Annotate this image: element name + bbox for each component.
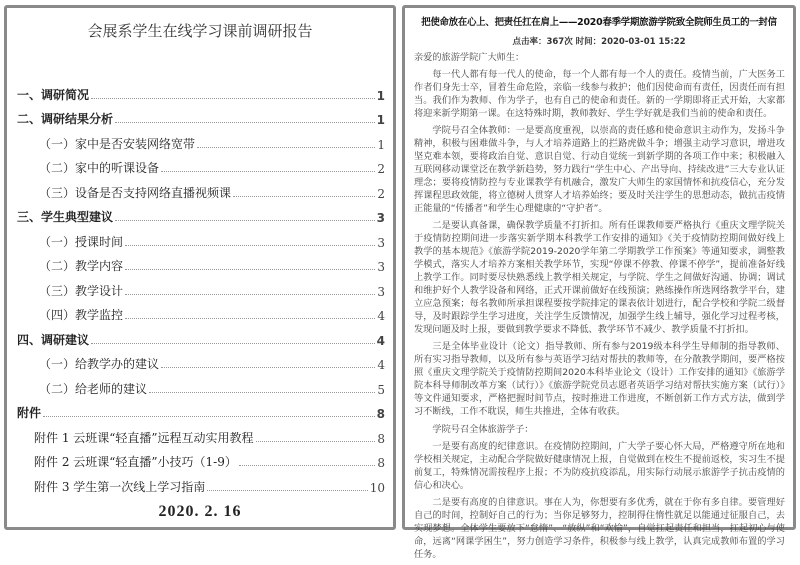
toc-page-number: 5: [377, 382, 385, 397]
toc-label: （一）给教学办的建议: [39, 357, 160, 371]
toc-leader-dots: [125, 269, 375, 270]
toc-page-number: 4: [376, 333, 385, 348]
toc-leader-dots: [207, 490, 367, 491]
toc-page-number: 3: [376, 211, 385, 225]
paragraph: 每一代人都有每一代人的使命，每一个人都有每一个人的责任。疫情当前，广大医务工作者们身先士卒，冒着生命危险，亲临一线参与救护；他们因使命而有责任，因责任而有担当。我们作为教师、作为学子，也有自己的使命和责任。新的一学期即将正式开始，大家都将迎来新学期第一课。在这特殊时期，教师教好、学生学好就是我们当前的使命和责任。: [414, 69, 785, 119]
toc-entry[interactable]: [17, 274, 385, 299]
toc-page-number: 1: [377, 137, 385, 152]
letter-page: [402, 5, 796, 560]
toc-page-number: 2: [377, 162, 385, 176]
toc-label: 四、调研建议: [17, 332, 90, 347]
toc-page-number: 10: [369, 480, 385, 495]
toc-leader-dots: [149, 392, 375, 393]
toc-entry[interactable]: [17, 446, 385, 471]
toc-label: 一、调研简况: [17, 87, 90, 102]
toc-entry[interactable]: [17, 201, 385, 226]
toc-label: 二、调研结果分析: [17, 112, 114, 126]
toc-page-number: 2: [377, 186, 385, 201]
toc-entry[interactable]: [17, 78, 385, 103]
toc-leader-dots: [43, 416, 375, 417]
toc-leader-dots: [233, 196, 375, 197]
toc-entry[interactable]: [17, 225, 385, 250]
toc-leader-dots: [125, 245, 375, 246]
toc-entry[interactable]: [17, 299, 385, 324]
toc-leader-dots: [161, 367, 375, 368]
toc-entry[interactable]: [17, 397, 385, 422]
toc-page-number: 8: [377, 456, 385, 470]
toc-leader-dots: [115, 220, 375, 221]
paragraph: 二是要有高度的自律意识。事在人为，你想要有多优秀，就在于你有多自律。要管理好自己的时间，控制好自己的行为；当你足够努力，控制得住惰性就足以能通过征服自己，去实现梦想。全体学生要放下“怠惰”、“放纵”和“欢愉”，自觉扛起责任和担当，扛起初心与使命，远离“网课学困生”，努力创造学习条件，积极参与线上教学，认真完成教师布置的学习任务。: [414, 497, 785, 560]
toc-leader-dots: [125, 318, 375, 319]
toc-label: （二）给老师的建议: [39, 381, 148, 396]
toc-leader-dots: [91, 343, 375, 344]
toc-label: （二）教学内容: [39, 259, 124, 273]
toc-entry[interactable]: [17, 103, 385, 128]
report-toc-page: [4, 5, 396, 530]
toc-label: 三、学生典型建议: [17, 210, 114, 224]
toc-label: （一）授课时间: [39, 234, 124, 249]
toc-label: 附件: [17, 406, 42, 420]
toc-leader-dots: [125, 294, 375, 295]
student-salutation: 学院号召全体旅游学子：: [432, 424, 534, 435]
toc-leader-dots: [239, 465, 376, 466]
toc-page-number: 8: [376, 407, 385, 421]
toc-entry[interactable]: [17, 176, 385, 201]
salutation: 亲爱的旅游学院广大师生：: [414, 52, 525, 63]
report-title: 会展系学生在线学习课前调研报告: [87, 22, 313, 40]
toc-entry[interactable]: [17, 421, 385, 446]
toc-page-number: 4: [377, 309, 385, 323]
report-date: 2020. 2. 16: [158, 503, 242, 520]
letter-body: [414, 51, 785, 565]
toc-label: （四）教学监控: [39, 308, 124, 322]
toc-page-number: 1: [376, 88, 385, 103]
toc-entry[interactable]: [17, 348, 385, 373]
toc-leader-dots: [115, 122, 375, 123]
toc-page-number: 1: [376, 113, 385, 127]
toc-page-number: 3: [377, 284, 385, 299]
toc-label: 附件 1 云班课“轻直播”远程互动实用教程: [34, 430, 254, 445]
toc-leader-dots: [256, 441, 376, 442]
toc-label: 附件 3 学生第一次线上学习指南: [34, 479, 206, 494]
paragraph: 学院号召全体教师：一是要高度重视，以崇高的责任感和使命意识主动作为，发扬斗争精神，积极与困难做斗争，与人才培养道路上的拦路虎做斗争；增强主动学习意识，增进攻坚克难本领，要将政治自觉、意识自觉、行动自觉统一到新学期的各项工作中来；积极融入互联网移动课堂泛在教学新趋势，努力践行“学生中心、产出导向、持续改进”三大专业认证理念；要将疫情防控与专业课教学有机融合，激发广大师生的家国情怀和抗疫信心，充分发挥课程思政效能，将立德树人贯穿人才培养始终；要及时关注学生的思想动态，做抗击疫情正能量的“传播者”和学生心理健康的“守护者”。: [414, 125, 785, 214]
table-of-contents: [17, 78, 385, 495]
toc-page-number: 8: [377, 431, 385, 446]
toc-label: （二）家中的听课设备: [39, 161, 160, 175]
toc-leader-dots: [197, 147, 375, 148]
toc-leader-dots: [91, 98, 375, 99]
letter-title: 把使命放在心上、把责任扛在肩上——2020春季学期旅游学院致全院师生员工的一封信: [421, 17, 777, 28]
paragraph: 二是要认真备课，确保教学质量不打折扣。所有任课教师要严格执行《重庆文理学院关于疫情防控期间进一步落实新学期本科教学工作安排的通知》《关于疫情防控期间做好线上教学的基本规范》《旅游学院2019-2020学年第二学期教学工作预案》等通知要求，调整教学模式，落实人才培养方案相关教学环节，实现“停课不停教、停课不停学”，提前准备好线上教学工作。同时要尽快熟悉线上教学相关规定，与学院、学生之间做好沟通、协调；调试和维护好个人教学设备和网络，正式开课前做好在线预演；熟练操作所选网络教学平台，建立应急预案；每名教师所承担课程要按学院排定的课表依计划进行，配合学校和学院二级督导，及时跟踪学生学习进度，关注学生反馈情况，加强学生线上辅导，强化学习过程考核，发现问题及时上报，要做到教学要求不降低、教学环节不减少、教学质量不打折扣。: [414, 220, 785, 335]
toc-leader-dots: [161, 171, 375, 172]
toc-label: （三）设备是否支持网络直播视频课: [39, 185, 232, 200]
toc-entry[interactable]: [17, 470, 385, 495]
toc-entry[interactable]: [17, 323, 385, 348]
toc-entry[interactable]: [17, 152, 385, 177]
paragraph: 三是全体毕业设计（论文）指导教师、所有参与2019级本科学生导师制的指导教师、所有实习指导教师，以及所有参与英语学习结对帮扶的教师等，在分散教学期间，要严格按照《重庆文理学院关于疫情防控期间2020本科毕业论文（设计）工作安排的通知》《旅游学院本科导师制改革方案（试行）》《旅游学院党员志愿者英语学习结对帮扶实施方案（试行）》等文件通知要求，严格把握时间节点，按时推进工作进度，不断创新工作方式方法，做到学习不断线，工作不耽误，师生共推进，全体有收获。: [414, 341, 785, 417]
toc-page-number: 4: [377, 358, 385, 372]
letter-meta: 点击率：367次 时间：2020-03-01 15:22: [512, 37, 686, 47]
toc-label: 附件 2 云班课“轻直播”小技巧（1-9）: [34, 455, 237, 469]
toc-entry[interactable]: [17, 372, 385, 397]
paragraph: 一是要有高度的纪律意识。在疫情防控期间，广大学子要心怀大局，严格遵守所在地和学校相关规定，主动配合学院做好健康情况上报，自觉做到在校生不提前返校，实习生不提前复工，特殊情况需按程序上报；不为防疫抗疫添乱，用实际行动展示旅游学子抗击疫情的信心和决心。: [414, 441, 785, 491]
toc-page-number: 3: [377, 235, 385, 250]
toc-page-number: 3: [377, 260, 385, 274]
toc-label: （一）家中是否安装网络宽带: [39, 136, 196, 151]
toc-label: （三）教学设计: [39, 283, 124, 298]
toc-entry[interactable]: [17, 250, 385, 275]
toc-entry[interactable]: [17, 127, 385, 152]
